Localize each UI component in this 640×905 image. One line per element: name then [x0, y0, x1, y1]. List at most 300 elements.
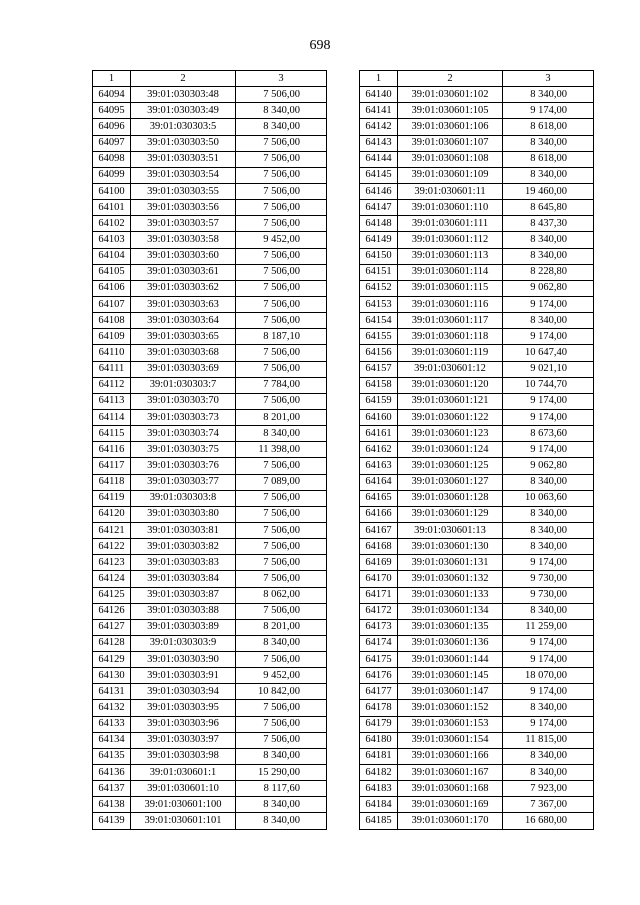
value-cell: 7 923,00: [503, 781, 594, 797]
table-row: [93, 264, 327, 280]
cadastral-number-cell: 39:01:030303:97: [131, 732, 236, 748]
value-cell: 8 340,00: [236, 748, 327, 764]
cadastral-number-cell: 39:01:030303:75: [131, 442, 236, 458]
row-number-cell: 64126: [93, 603, 131, 619]
row-number-cell: 64109: [93, 329, 131, 345]
table-row: [360, 571, 594, 587]
column-header-value: 3: [236, 71, 327, 87]
row-number-cell: 64167: [360, 522, 398, 538]
table-row: [360, 135, 594, 151]
table-row: [360, 409, 594, 425]
cadastral-number-cell: 39:01:030303:87: [131, 587, 236, 603]
cadastral-number-cell: 39:01:030303:55: [131, 183, 236, 199]
value-cell: 15 290,00: [236, 765, 327, 781]
row-number-cell: 64120: [93, 506, 131, 522]
row-number-cell: 64098: [93, 151, 131, 167]
cadastral-number-cell: 39:01:030303:68: [131, 345, 236, 361]
table-row: [360, 296, 594, 312]
row-number-cell: 64174: [360, 635, 398, 651]
cadastral-number-cell: 39:01:030601:131: [398, 555, 503, 571]
row-number-cell: 64164: [360, 474, 398, 490]
row-number-cell: 64160: [360, 409, 398, 425]
row-number-cell: 64170: [360, 571, 398, 587]
cadastral-number-cell: 39:01:030601:117: [398, 313, 503, 329]
row-number-cell: 64127: [93, 619, 131, 635]
value-cell: 7 506,00: [236, 716, 327, 732]
column-header-number: 1: [360, 71, 398, 87]
table-row: [360, 103, 594, 119]
row-number-cell: 64094: [93, 87, 131, 103]
value-cell: 8 340,00: [503, 474, 594, 490]
cadastral-table-right: [359, 70, 594, 830]
value-cell: 7 506,00: [236, 216, 327, 232]
value-cell: 8 618,00: [503, 119, 594, 135]
value-cell: 18 070,00: [503, 668, 594, 684]
cadastral-number-cell: 39:01:030601:152: [398, 700, 503, 716]
row-number-cell: 64106: [93, 280, 131, 296]
table-row: [360, 765, 594, 781]
table-row: [360, 329, 594, 345]
cadastral-number-cell: 39:01:030601:144: [398, 652, 503, 668]
table-row: [93, 119, 327, 135]
row-number-cell: 64100: [93, 183, 131, 199]
cadastral-number-cell: 39:01:030601:167: [398, 765, 503, 781]
value-cell: 19 460,00: [503, 183, 594, 199]
value-cell: 7 506,00: [236, 506, 327, 522]
value-cell: 9 174,00: [503, 409, 594, 425]
value-cell: 9 730,00: [503, 571, 594, 587]
row-number-cell: 64162: [360, 442, 398, 458]
cadastral-number-cell: 39:01:030601:153: [398, 716, 503, 732]
cadastral-number-cell: 39:01:030601:12: [398, 361, 503, 377]
cadastral-number-cell: 39:01:030303:51: [131, 151, 236, 167]
value-cell: 11 259,00: [503, 619, 594, 635]
table-row: [93, 619, 327, 635]
row-number-cell: 64148: [360, 216, 398, 232]
cadastral-number-cell: 39:01:030601:128: [398, 490, 503, 506]
row-number-cell: 64184: [360, 797, 398, 813]
value-cell: 11 815,00: [503, 732, 594, 748]
cadastral-number-cell: 39:01:030303:64: [131, 313, 236, 329]
table-row: [93, 167, 327, 183]
cadastral-number-cell: 39:01:030601:166: [398, 748, 503, 764]
value-cell: 7 506,00: [236, 345, 327, 361]
row-number-cell: 64121: [93, 522, 131, 538]
value-cell: 9 174,00: [503, 329, 594, 345]
table-row: [360, 748, 594, 764]
value-cell: 7 367,00: [503, 797, 594, 813]
cadastral-number-cell: 39:01:030601:116: [398, 296, 503, 312]
table-row: [93, 587, 327, 603]
value-cell: 8 340,00: [236, 103, 327, 119]
row-number-cell: 64165: [360, 490, 398, 506]
value-cell: 9 174,00: [503, 684, 594, 700]
table-row: [93, 603, 327, 619]
row-number-cell: 64159: [360, 393, 398, 409]
table-row: [360, 781, 594, 797]
table-row: [360, 587, 594, 603]
value-cell: 8 340,00: [503, 232, 594, 248]
cadastral-number-cell: 39:01:030303:73: [131, 409, 236, 425]
value-cell: 8 340,00: [503, 765, 594, 781]
value-cell: 8 340,00: [503, 167, 594, 183]
table-row: [360, 345, 594, 361]
cadastral-number-cell: 39:01:030601:110: [398, 200, 503, 216]
cadastral-number-cell: 39:01:030303:83: [131, 555, 236, 571]
table-body-left: [93, 87, 327, 829]
cadastral-number-cell: 39:01:030303:81: [131, 522, 236, 538]
cadastral-number-cell: 39:01:030303:89: [131, 619, 236, 635]
table-row: [360, 426, 594, 442]
table-row: [360, 700, 594, 716]
value-cell: 7 506,00: [236, 200, 327, 216]
table-row: [93, 183, 327, 199]
row-number-cell: 64177: [360, 684, 398, 700]
value-cell: 8 062,00: [236, 587, 327, 603]
cadastral-number-cell: 39:01:030601:122: [398, 409, 503, 425]
table-row: [93, 474, 327, 490]
row-number-cell: 64136: [93, 765, 131, 781]
cadastral-number-cell: 39:01:030303:82: [131, 539, 236, 555]
value-cell: 9 174,00: [503, 296, 594, 312]
value-cell: 7 506,00: [236, 296, 327, 312]
cadastral-number-cell: 39:01:030303:5: [131, 119, 236, 135]
cadastral-number-cell: 39:01:030601:109: [398, 167, 503, 183]
table-row: [360, 183, 594, 199]
table-row: [360, 522, 594, 538]
row-number-cell: 64181: [360, 748, 398, 764]
value-cell: 10 063,60: [503, 490, 594, 506]
value-cell: 8 340,00: [503, 87, 594, 103]
value-cell: 7 506,00: [236, 280, 327, 296]
table-row: [360, 474, 594, 490]
value-cell: 8 340,00: [503, 135, 594, 151]
row-number-cell: 64132: [93, 700, 131, 716]
cadastral-number-cell: 39:01:030601:102: [398, 87, 503, 103]
row-number-cell: 64113: [93, 393, 131, 409]
cadastral-number-cell: 39:01:030303:48: [131, 87, 236, 103]
value-cell: 9 174,00: [503, 555, 594, 571]
row-number-cell: 64144: [360, 151, 398, 167]
row-number-cell: 64102: [93, 216, 131, 232]
cadastral-number-cell: 39:01:030303:7: [131, 377, 236, 393]
row-number-cell: 64185: [360, 813, 398, 829]
table-row: [93, 813, 327, 829]
value-cell: 9 452,00: [236, 668, 327, 684]
cadastral-number-cell: 39:01:030601:168: [398, 781, 503, 797]
table-header-row: [93, 71, 327, 87]
value-cell: 10 842,00: [236, 684, 327, 700]
value-cell: 9 174,00: [503, 635, 594, 651]
cadastral-number-cell: 39:01:030303:54: [131, 167, 236, 183]
table-row: [93, 135, 327, 151]
table-row: [360, 555, 594, 571]
table-row: [93, 151, 327, 167]
value-cell: 7 506,00: [236, 571, 327, 587]
table-row: [93, 377, 327, 393]
value-cell: 7 506,00: [236, 603, 327, 619]
value-cell: 8 340,00: [236, 635, 327, 651]
column-header-cadastral-number: 2: [131, 71, 236, 87]
cadastral-number-cell: 39:01:030601:119: [398, 345, 503, 361]
value-cell: 7 506,00: [236, 555, 327, 571]
row-number-cell: 64151: [360, 264, 398, 280]
cadastral-number-cell: 39:01:030303:94: [131, 684, 236, 700]
row-number-cell: 64180: [360, 732, 398, 748]
table-row: [93, 458, 327, 474]
row-number-cell: 64176: [360, 668, 398, 684]
value-cell: 8 340,00: [236, 426, 327, 442]
row-number-cell: 64146: [360, 183, 398, 199]
cadastral-number-cell: 39:01:030601:115: [398, 280, 503, 296]
cadastral-number-cell: 39:01:030601:100: [131, 797, 236, 813]
cadastral-number-cell: 39:01:030303:62: [131, 280, 236, 296]
value-cell: 8 437,30: [503, 216, 594, 232]
cadastral-number-cell: 39:01:030303:91: [131, 668, 236, 684]
row-number-cell: 64149: [360, 232, 398, 248]
cadastral-number-cell: 39:01:030303:61: [131, 264, 236, 280]
value-cell: 7 784,00: [236, 377, 327, 393]
row-number-cell: 64097: [93, 135, 131, 151]
row-number-cell: 64155: [360, 329, 398, 345]
table-row: [360, 539, 594, 555]
value-cell: 8 340,00: [503, 539, 594, 555]
cadastral-number-cell: 39:01:030303:50: [131, 135, 236, 151]
cadastral-number-cell: 39:01:030303:88: [131, 603, 236, 619]
row-number-cell: 64116: [93, 442, 131, 458]
cadastral-number-cell: 39:01:030303:49: [131, 103, 236, 119]
cadastral-number-cell: 39:01:030601:129: [398, 506, 503, 522]
row-number-cell: 64104: [93, 248, 131, 264]
table-row: [93, 732, 327, 748]
table-row: [93, 248, 327, 264]
table-row: [360, 377, 594, 393]
cadastral-number-cell: 39:01:030303:77: [131, 474, 236, 490]
value-cell: 9 174,00: [503, 716, 594, 732]
value-cell: 7 506,00: [236, 248, 327, 264]
cadastral-number-cell: 39:01:030601:101: [131, 813, 236, 829]
value-cell: 7 506,00: [236, 183, 327, 199]
table-row: [93, 555, 327, 571]
table-row: [93, 765, 327, 781]
table-row: [93, 393, 327, 409]
table-row: [360, 668, 594, 684]
table-row: [360, 313, 594, 329]
table-row: [360, 442, 594, 458]
value-cell: 8 201,00: [236, 409, 327, 425]
row-number-cell: 64096: [93, 119, 131, 135]
cadastral-number-cell: 39:01:030601:130: [398, 539, 503, 555]
cadastral-number-cell: 39:01:030601:105: [398, 103, 503, 119]
row-number-cell: 64118: [93, 474, 131, 490]
row-number-cell: 64161: [360, 426, 398, 442]
value-cell: 8 340,00: [503, 522, 594, 538]
cadastral-number-cell: 39:01:030601:112: [398, 232, 503, 248]
row-number-cell: 64150: [360, 248, 398, 264]
table-row: [93, 522, 327, 538]
table-row: [360, 732, 594, 748]
row-number-cell: 64124: [93, 571, 131, 587]
row-number-cell: 64166: [360, 506, 398, 522]
table-row: [93, 280, 327, 296]
row-number-cell: 64139: [93, 813, 131, 829]
value-cell: 7 506,00: [236, 151, 327, 167]
table-row: [360, 151, 594, 167]
row-number-cell: 64095: [93, 103, 131, 119]
row-number-cell: 64114: [93, 409, 131, 425]
cadastral-number-cell: 39:01:030303:63: [131, 296, 236, 312]
table-row: [360, 361, 594, 377]
table-row: [93, 200, 327, 216]
row-number-cell: 64108: [93, 313, 131, 329]
table-row: [360, 813, 594, 829]
table-row: [93, 426, 327, 442]
table-row: [93, 409, 327, 425]
row-number-cell: 64179: [360, 716, 398, 732]
table-row: [93, 313, 327, 329]
table-row: [360, 652, 594, 668]
table-row: [360, 506, 594, 522]
value-cell: 10 647,40: [503, 345, 594, 361]
value-cell: 8 645,80: [503, 200, 594, 216]
table-row: [360, 248, 594, 264]
row-number-cell: 64183: [360, 781, 398, 797]
cadastral-number-cell: 39:01:030303:90: [131, 652, 236, 668]
cadastral-number-cell: 39:01:030303:65: [131, 329, 236, 345]
cadastral-number-cell: 39:01:030601:133: [398, 587, 503, 603]
value-cell: 8 340,00: [503, 748, 594, 764]
row-number-cell: 64107: [93, 296, 131, 312]
value-cell: 9 174,00: [503, 442, 594, 458]
cadastral-number-cell: 39:01:030601:13: [398, 522, 503, 538]
value-cell: 8 340,00: [503, 700, 594, 716]
table-row: [93, 329, 327, 345]
table-header-row: [360, 71, 594, 87]
table-row: [93, 87, 327, 103]
cadastral-number-cell: 39:01:030601:107: [398, 135, 503, 151]
cadastral-number-cell: 39:01:030303:9: [131, 635, 236, 651]
row-number-cell: 64119: [93, 490, 131, 506]
row-number-cell: 64111: [93, 361, 131, 377]
table-row: [93, 490, 327, 506]
row-number-cell: 64178: [360, 700, 398, 716]
column-header-value: 3: [503, 71, 594, 87]
cadastral-number-cell: 39:01:030601:127: [398, 474, 503, 490]
row-number-cell: 64163: [360, 458, 398, 474]
cadastral-number-cell: 39:01:030303:95: [131, 700, 236, 716]
table-row: [360, 280, 594, 296]
table-row: [93, 700, 327, 716]
value-cell: 8 187,10: [236, 329, 327, 345]
value-cell: 8 340,00: [236, 813, 327, 829]
value-cell: 11 398,00: [236, 442, 327, 458]
table-row: [93, 797, 327, 813]
value-cell: 8 340,00: [503, 248, 594, 264]
value-cell: 16 680,00: [503, 813, 594, 829]
cadastral-number-cell: 39:01:030303:70: [131, 393, 236, 409]
value-cell: 8 340,00: [503, 603, 594, 619]
cadastral-number-cell: 39:01:030601:145: [398, 668, 503, 684]
cadastral-number-cell: 39:01:030303:98: [131, 748, 236, 764]
row-number-cell: 64173: [360, 619, 398, 635]
cadastral-number-cell: 39:01:030601:114: [398, 264, 503, 280]
value-cell: 7 089,00: [236, 474, 327, 490]
row-number-cell: 64140: [360, 87, 398, 103]
table-row: [360, 87, 594, 103]
cadastral-number-cell: 39:01:030303:58: [131, 232, 236, 248]
value-cell: 8 673,60: [503, 426, 594, 442]
value-cell: 7 506,00: [236, 87, 327, 103]
table-row: [93, 506, 327, 522]
table-row: [93, 571, 327, 587]
table-row: [93, 635, 327, 651]
row-number-cell: 64152: [360, 280, 398, 296]
value-cell: 7 506,00: [236, 490, 327, 506]
value-cell: 7 506,00: [236, 652, 327, 668]
table-row: [360, 490, 594, 506]
cadastral-number-cell: 39:01:030601:135: [398, 619, 503, 635]
page-number: 698: [309, 38, 331, 53]
value-cell: 7 506,00: [236, 458, 327, 474]
cadastral-number-cell: 39:01:030601:121: [398, 393, 503, 409]
value-cell: 7 506,00: [236, 700, 327, 716]
value-cell: 9 730,00: [503, 587, 594, 603]
column-header-number: 1: [93, 71, 131, 87]
cadastral-number-cell: 39:01:030303:84: [131, 571, 236, 587]
cadastral-number-cell: 39:01:030601:136: [398, 635, 503, 651]
cadastral-number-cell: 39:01:030303:96: [131, 716, 236, 732]
cadastral-number-cell: 39:01:030303:76: [131, 458, 236, 474]
value-cell: 7 506,00: [236, 732, 327, 748]
table-row: [360, 393, 594, 409]
cadastral-number-cell: 39:01:030303:8: [131, 490, 236, 506]
value-cell: 7 506,00: [236, 361, 327, 377]
row-number-cell: 64133: [93, 716, 131, 732]
row-number-cell: 64145: [360, 167, 398, 183]
table-body-right: [360, 87, 594, 829]
row-number-cell: 64099: [93, 167, 131, 183]
value-cell: 9 174,00: [503, 393, 594, 409]
value-cell: 7 506,00: [236, 313, 327, 329]
value-cell: 7 506,00: [236, 522, 327, 538]
table-row: [93, 232, 327, 248]
row-number-cell: 64143: [360, 135, 398, 151]
row-number-cell: 64122: [93, 539, 131, 555]
row-number-cell: 64105: [93, 264, 131, 280]
row-number-cell: 64135: [93, 748, 131, 764]
cadastral-number-cell: 39:01:030601:134: [398, 603, 503, 619]
cadastral-number-cell: 39:01:030601:111: [398, 216, 503, 232]
value-cell: 7 506,00: [236, 393, 327, 409]
table-row: [93, 103, 327, 119]
row-number-cell: 64137: [93, 781, 131, 797]
row-number-cell: 64115: [93, 426, 131, 442]
cadastral-number-cell: 39:01:030601:10: [131, 781, 236, 797]
cadastral-number-cell: 39:01:030601:106: [398, 119, 503, 135]
cadastral-number-cell: 39:01:030601:170: [398, 813, 503, 829]
table-row: [93, 684, 327, 700]
row-number-cell: 64128: [93, 635, 131, 651]
table-row: [360, 216, 594, 232]
row-number-cell: 64103: [93, 232, 131, 248]
table-row: [360, 684, 594, 700]
cadastral-number-cell: 39:01:030303:80: [131, 506, 236, 522]
table-row: [360, 458, 594, 474]
row-number-cell: 64172: [360, 603, 398, 619]
cadastral-number-cell: 39:01:030601:113: [398, 248, 503, 264]
row-number-cell: 64171: [360, 587, 398, 603]
table-row: [93, 652, 327, 668]
